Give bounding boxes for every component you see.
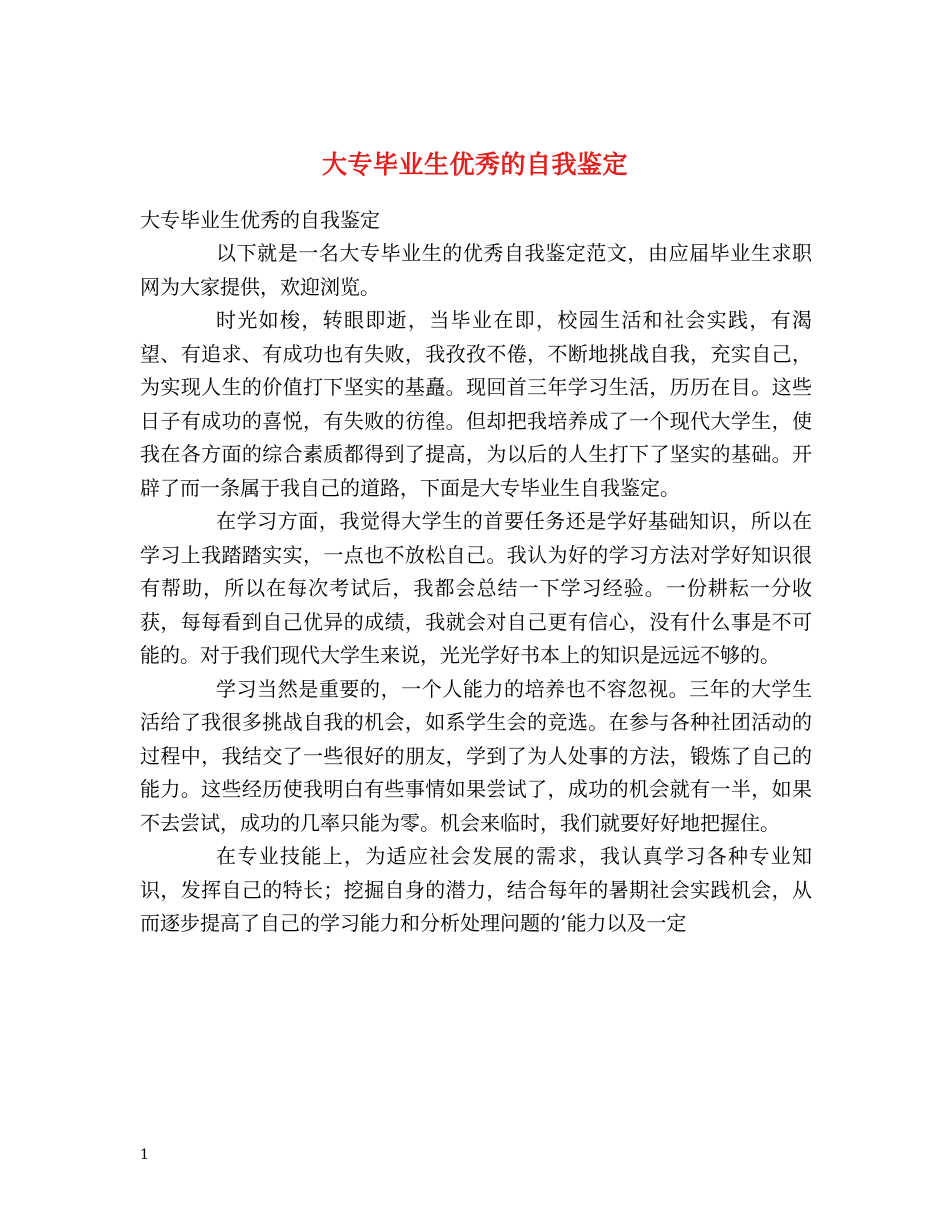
page-number: 1 — [140, 1147, 149, 1163]
document-title: 大专毕业生优秀的自我鉴定 — [321, 149, 628, 179]
paragraph-skills: 在专业技能上，为适应社会发展的需求，我认真学习各种专业知识，发挥自己的特长；挖掘自身的潜力，结合每年的暑期社会实践机会，从而逐步提高了自己的学习能力和分析处理问题的’能力以及一定 — [140, 844, 812, 935]
document-body — [140, 204, 812, 941]
paragraph-overview: 时光如梭，转眼即逝，当毕业在即，校园生活和社会实践，有渴望、有追求、有成功也有失败，我孜孜不倦，不断地挑战自我，充实自己，为实现人生的价值打下坚实的基矗。现回首三年学习生活，历历在目。这些日子有成功的喜悦，有失败的彷徨。但却把我培养成了一个现代大学生，使我在各方面的综合素质都得到了提高，为以后的人生打下了坚实的基础。开辟了而一条属于我自己的道路，下面是大专毕业生自我鉴定。 — [140, 308, 812, 500]
paragraph-intro: 以下就是一名大专毕业生的优秀自我鉴定范文，由应届毕业生求职网为大家提供，欢迎浏览。 — [140, 241, 812, 299]
paragraph-ability: 学习当然是重要的，一个人能力的培养也不容忽视。三年的大学生活给了我很多挑战自我的机会，如系学生会的竞选。在参与各种社团活动的过程中，我结交了一些很好的朋友，学到了为人处事的方法，锻炼了自己的能力。这些经历使我明白有些事情如果尝试了，成功的机会就有一半，如果不去尝试，成功的几率只能为零。机会来临时，我们就要好好地把握住。 — [140, 676, 812, 835]
document-subtitle: 大专毕业生优秀的自我鉴定 — [140, 208, 380, 232]
paragraph-study: 在学习方面，我觉得大学生的首要任务还是学好基础知识，所以在学习上我踏踏实实，一点也不放松自己。我认为好的学习方法对学好知识很有帮助，所以在每次考试后，我都会总结一下学习经验。一份耕耘一分收获，每每看到自己优异的成绩，我就会对自己更有信心，没有什么事是不可能的。对于我们现代大学生来说，光光学好书本上的知识是远远不够的。 — [140, 509, 812, 667]
